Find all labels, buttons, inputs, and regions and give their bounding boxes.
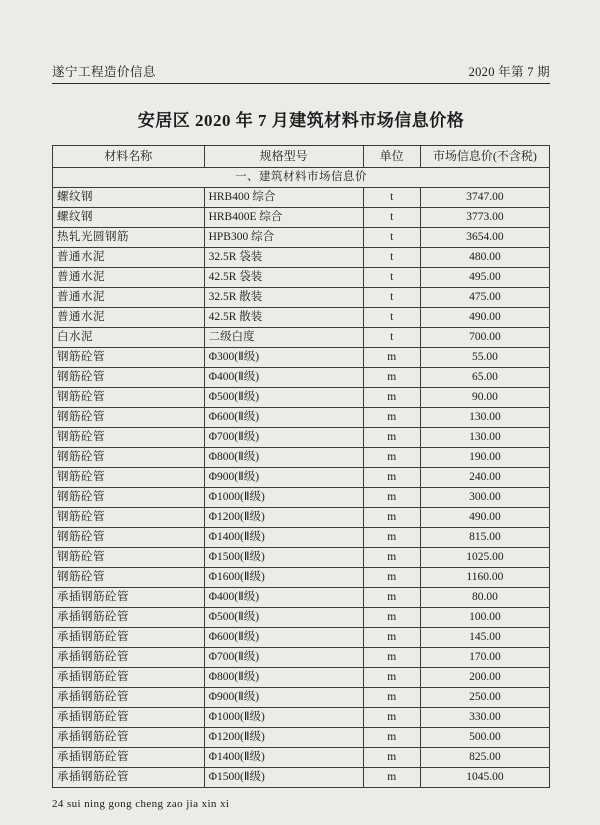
- cell-unit: m: [363, 528, 420, 548]
- cell-market-price: 825.00: [420, 748, 549, 768]
- cell-spec-model: Φ700(Ⅱ级): [204, 648, 363, 668]
- table-row: [53, 568, 550, 588]
- cell-material-name: 螺纹钢: [53, 208, 205, 228]
- cell-market-price: 90.00: [420, 388, 549, 408]
- cell-unit: m: [363, 628, 420, 648]
- cell-market-price: 1045.00: [420, 768, 549, 788]
- cell-material-name: 钢筋砼管: [53, 448, 205, 468]
- cell-unit: m: [363, 428, 420, 448]
- cell-material-name: 钢筋砼管: [53, 508, 205, 528]
- cell-market-price: 240.00: [420, 468, 549, 488]
- cell-market-price: 480.00: [420, 248, 549, 268]
- cell-unit: m: [363, 368, 420, 388]
- cell-market-price: 300.00: [420, 488, 549, 508]
- cell-market-price: 495.00: [420, 268, 549, 288]
- table-section-header: [53, 168, 550, 188]
- table-row: [53, 248, 550, 268]
- cell-unit: t: [363, 328, 420, 348]
- cell-material-name: 承插钢筋砼管: [53, 648, 205, 668]
- cell-spec-model: Φ800(Ⅱ级): [204, 668, 363, 688]
- table-row: [53, 688, 550, 708]
- cell-spec-model: Φ600(Ⅱ级): [204, 408, 363, 428]
- cell-unit: m: [363, 448, 420, 468]
- table-row: [53, 748, 550, 768]
- cell-material-name: 钢筋砼管: [53, 368, 205, 388]
- cell-material-name: 承插钢筋砼管: [53, 628, 205, 648]
- table-row: [53, 468, 550, 488]
- table-row: [53, 228, 550, 248]
- cell-material-name: 普通水泥: [53, 268, 205, 288]
- cell-spec-model: Φ900(Ⅱ级): [204, 468, 363, 488]
- table-row: [53, 408, 550, 428]
- cell-market-price: 130.00: [420, 408, 549, 428]
- cell-material-name: 热轧光圆钢筋: [53, 228, 205, 248]
- cell-material-name: 钢筋砼管: [53, 568, 205, 588]
- table-row: [53, 588, 550, 608]
- cell-material-name: 承插钢筋砼管: [53, 588, 205, 608]
- cell-unit: m: [363, 468, 420, 488]
- table-row: [53, 188, 550, 208]
- cell-market-price: 490.00: [420, 508, 549, 528]
- cell-market-price: 130.00: [420, 428, 549, 448]
- cell-material-name: 普通水泥: [53, 308, 205, 328]
- cell-spec-model: Φ1000(Ⅱ级): [204, 708, 363, 728]
- cell-material-name: 承插钢筋砼管: [53, 748, 205, 768]
- table-row: [53, 368, 550, 388]
- cell-spec-model: Φ1500(Ⅱ级): [204, 548, 363, 568]
- cell-unit: m: [363, 608, 420, 628]
- cell-unit: t: [363, 248, 420, 268]
- cell-market-price: 1160.00: [420, 568, 549, 588]
- page-content: [52, 62, 550, 810]
- cell-material-name: 承插钢筋砼管: [53, 608, 205, 628]
- cell-market-price: 3654.00: [420, 228, 549, 248]
- table-row: [53, 628, 550, 648]
- cell-material-name: 钢筋砼管: [53, 408, 205, 428]
- cell-spec-model: Φ500(Ⅱ级): [204, 388, 363, 408]
- cell-material-name: 钢筋砼管: [53, 548, 205, 568]
- page-title: 安居区 2020 年 7 月建筑材料市场信息价格: [137, 111, 465, 130]
- cell-market-price: 80.00: [420, 588, 549, 608]
- cell-material-name: 白水泥: [53, 328, 205, 348]
- cell-material-name: 普通水泥: [53, 288, 205, 308]
- column-header-unit: 单位: [363, 146, 420, 168]
- cell-spec-model: Φ300(Ⅱ级): [204, 348, 363, 368]
- cell-unit: m: [363, 568, 420, 588]
- table-row: [53, 728, 550, 748]
- cell-market-price: 1025.00: [420, 548, 549, 568]
- cell-market-price: 490.00: [420, 308, 549, 328]
- table-row: [53, 308, 550, 328]
- cell-market-price: 500.00: [420, 728, 549, 748]
- cell-spec-model: Φ500(Ⅱ级): [204, 608, 363, 628]
- cell-unit: t: [363, 188, 420, 208]
- cell-spec-model: Φ1200(Ⅱ级): [204, 508, 363, 528]
- table-row: [53, 768, 550, 788]
- cell-unit: t: [363, 308, 420, 328]
- cell-spec-model: Φ1400(Ⅱ级): [204, 528, 363, 548]
- price-table: [52, 145, 550, 788]
- section-title: 一、建筑材料市场信息价: [53, 168, 550, 188]
- cell-spec-model: Φ1600(Ⅱ级): [204, 568, 363, 588]
- cell-unit: m: [363, 548, 420, 568]
- table-row: [53, 668, 550, 688]
- cell-spec-model: Φ1500(Ⅱ级): [204, 768, 363, 788]
- cell-market-price: 145.00: [420, 628, 549, 648]
- cell-unit: m: [363, 408, 420, 428]
- table-row: [53, 268, 550, 288]
- table-row: [53, 428, 550, 448]
- cell-spec-model: HPB300 综合: [204, 228, 363, 248]
- cell-spec-model: Φ600(Ⅱ级): [204, 628, 363, 648]
- cell-unit: m: [363, 748, 420, 768]
- cell-unit: m: [363, 388, 420, 408]
- table-row: [53, 488, 550, 508]
- cell-market-price: 330.00: [420, 708, 549, 728]
- cell-spec-model: Φ400(Ⅱ级): [204, 368, 363, 388]
- cell-unit: t: [363, 288, 420, 308]
- cell-spec-model: Φ800(Ⅱ级): [204, 448, 363, 468]
- cell-market-price: 3747.00: [420, 188, 549, 208]
- cell-spec-model: 42.5R 散装: [204, 308, 363, 328]
- table-row: [53, 448, 550, 468]
- cell-market-price: 200.00: [420, 668, 549, 688]
- cell-market-price: 815.00: [420, 528, 549, 548]
- cell-spec-model: Φ1000(Ⅱ级): [204, 488, 363, 508]
- table-row: [53, 388, 550, 408]
- table-row: [53, 208, 550, 228]
- table-body: [53, 168, 550, 788]
- table-row: [53, 708, 550, 728]
- column-header-market-price: 市场信息价(不含税): [420, 146, 549, 168]
- cell-spec-model: 42.5R 袋装: [204, 268, 363, 288]
- table-row: [53, 648, 550, 668]
- cell-unit: t: [363, 228, 420, 248]
- table-row: [53, 548, 550, 568]
- cell-market-price: 190.00: [420, 448, 549, 468]
- cell-spec-model: Φ700(Ⅱ级): [204, 428, 363, 448]
- cell-unit: m: [363, 728, 420, 748]
- cell-unit: m: [363, 688, 420, 708]
- cell-material-name: 螺纹钢: [53, 188, 205, 208]
- cell-market-price: 700.00: [420, 328, 549, 348]
- cell-spec-model: Φ400(Ⅱ级): [204, 588, 363, 608]
- cell-spec-model: HRB400E 综合: [204, 208, 363, 228]
- cell-unit: m: [363, 588, 420, 608]
- cell-material-name: 承插钢筋砼管: [53, 708, 205, 728]
- cell-market-price: 170.00: [420, 648, 549, 668]
- cell-material-name: 钢筋砼管: [53, 468, 205, 488]
- cell-spec-model: 32.5R 袋装: [204, 248, 363, 268]
- table-header: [53, 146, 550, 168]
- page-header: [52, 62, 550, 84]
- cell-material-name: 承插钢筋砼管: [53, 728, 205, 748]
- cell-unit: m: [363, 488, 420, 508]
- table-row: [53, 608, 550, 628]
- cell-material-name: 钢筋砼管: [53, 428, 205, 448]
- table-row: [53, 348, 550, 368]
- cell-spec-model: Φ900(Ⅱ级): [204, 688, 363, 708]
- cell-unit: m: [363, 768, 420, 788]
- column-header-spec-model: 规格型号: [204, 146, 363, 168]
- cell-material-name: 普通水泥: [53, 248, 205, 268]
- cell-unit: t: [363, 268, 420, 288]
- cell-unit: m: [363, 708, 420, 728]
- cell-market-price: 100.00: [420, 608, 549, 628]
- cell-unit: m: [363, 348, 420, 368]
- table-row: [53, 528, 550, 548]
- page-footer: 24 sui ning gong cheng zao jia xin xi: [52, 798, 230, 810]
- cell-unit: m: [363, 508, 420, 528]
- cell-market-price: 55.00: [420, 348, 549, 368]
- cell-material-name: 承插钢筋砼管: [53, 668, 205, 688]
- cell-unit: t: [363, 208, 420, 228]
- column-header-material-name: 材料名称: [53, 146, 205, 168]
- cell-unit: m: [363, 668, 420, 688]
- cell-market-price: 475.00: [420, 288, 549, 308]
- cell-material-name: 钢筋砼管: [53, 488, 205, 508]
- table-header-row: [53, 146, 550, 168]
- header-publication-name: 遂宁工程造价信息: [52, 65, 157, 79]
- cell-spec-model: Φ1400(Ⅱ级): [204, 748, 363, 768]
- cell-spec-model: 32.5R 散装: [204, 288, 363, 308]
- cell-spec-model: 二级白度: [204, 328, 363, 348]
- cell-spec-model: Φ1200(Ⅱ级): [204, 728, 363, 748]
- cell-market-price: 65.00: [420, 368, 549, 388]
- cell-material-name: 钢筋砼管: [53, 528, 205, 548]
- cell-unit: m: [363, 648, 420, 668]
- cell-market-price: 3773.00: [420, 208, 549, 228]
- cell-material-name: 承插钢筋砼管: [53, 768, 205, 788]
- cell-material-name: 钢筋砼管: [53, 388, 205, 408]
- header-issue-number: 2020 年第 7 期: [468, 65, 550, 79]
- table-row: [53, 328, 550, 348]
- table-row: [53, 508, 550, 528]
- cell-spec-model: HRB400 综合: [204, 188, 363, 208]
- cell-market-price: 250.00: [420, 688, 549, 708]
- cell-material-name: 承插钢筋砼管: [53, 688, 205, 708]
- cell-material-name: 钢筋砼管: [53, 348, 205, 368]
- table-row: [53, 288, 550, 308]
